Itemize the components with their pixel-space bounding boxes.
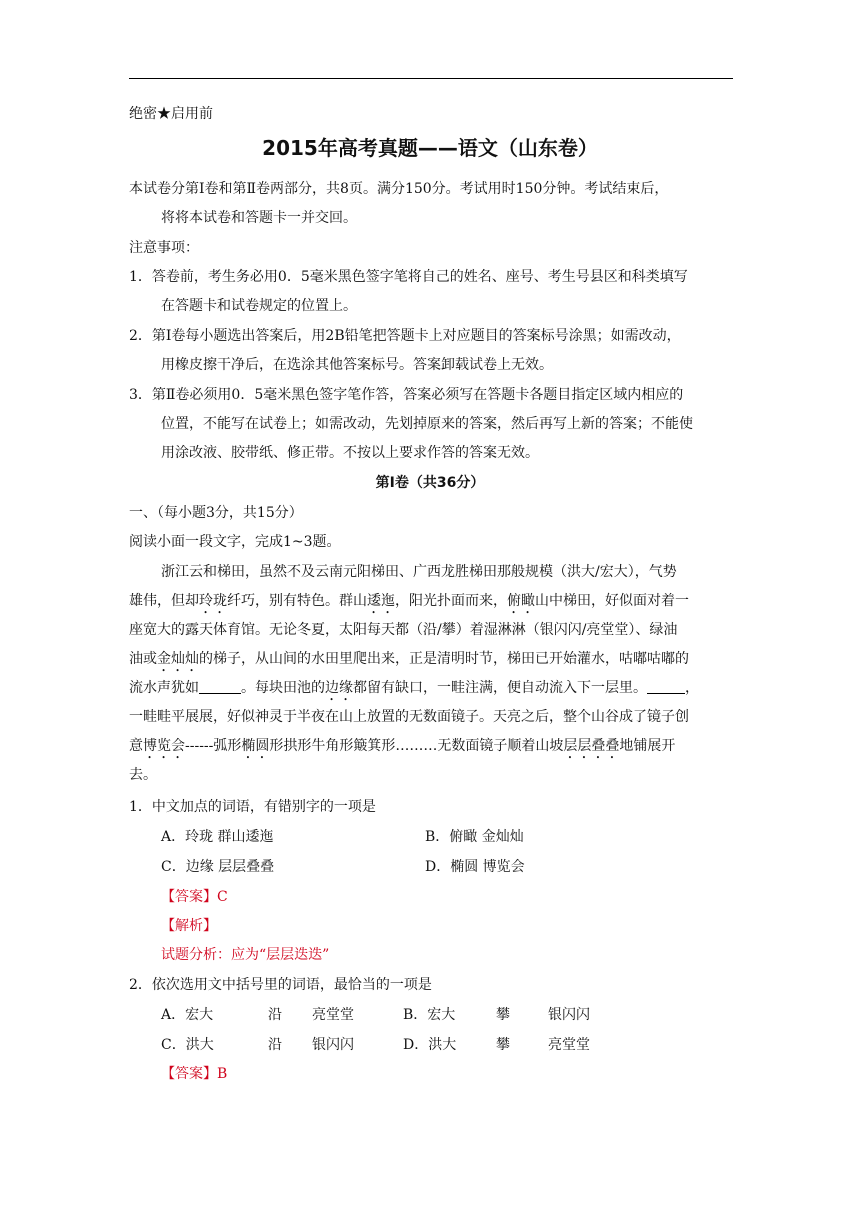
header-rule (129, 78, 733, 79)
q2-option-b-word-3: 银闪闪 (548, 1007, 590, 1023)
dotted-word: 金灿灿 (157, 651, 199, 667)
q2-option-c-word-2: 沿 (268, 1037, 282, 1053)
dotted-word: 玲珑 (199, 593, 227, 609)
q2-option-d-word-3: 亮堂堂 (548, 1037, 590, 1053)
dotted-word: 椭圆 (241, 738, 270, 754)
reading-instruction: 阅读小面一段文字，完成1~3题。 (129, 534, 341, 550)
dotted-word: 俯瞰 (507, 593, 535, 609)
q2-option-d-word-2: 攀 (496, 1037, 510, 1053)
dotted-word: 边缘 (325, 680, 353, 696)
q2-option-c-label: C．洪大 (161, 1037, 214, 1053)
fill-blank (647, 679, 685, 694)
note-3-line-2: 位置，不能写在试卷上；如需改动，先划掉原来的答案，然后再写上新的答案；不能使 (161, 416, 693, 432)
dotted-word: 博览会 (143, 738, 185, 754)
q2-option-a-label: A．宏大 (161, 1007, 214, 1023)
confidential-label: 绝密★启用前 (129, 106, 213, 122)
intro-line-2: 将将本试卷和答题卡一并交回。 (161, 210, 357, 226)
q2-option-a-word-2: 沿 (268, 1007, 282, 1023)
note-2-line-1: 2．第Ⅰ卷每小题选出答案后，用2B铅笔把答题卡上对应题目的答案标号涂黑；如需改动， (129, 328, 681, 344)
q2-answer: 【答案】B (161, 1066, 228, 1082)
fill-blank (199, 679, 241, 694)
q2-option-b-word-2: 攀 (496, 1007, 510, 1023)
section-heading: 第Ⅰ卷（共36分） (375, 475, 485, 491)
dotted-word: 层层叠叠 (563, 738, 620, 754)
note-3-line-3: 用涂改液、胶带纸、修正带。不按以上要求作答的答案无效。 (161, 445, 539, 461)
passage-line-4: 油或金灿灿的梯子，从山间的水田里爬出来，正是清明时节，梯田已开始灌水，咕嘟咕嘟的 (129, 651, 689, 667)
q1-analysis: 试题分析：应为“层层迭迭” (161, 947, 330, 963)
part-label: 一、（每小题3分，共15分） (129, 505, 303, 521)
passage-line-3: 座宽大的露天体育馆。无论冬夏，太阳每天都（沿/攀）着湿淋淋（银闪闪/亮堂堂）、绿油 (129, 622, 678, 638)
page-title: 2015年高考真题——语文（山东卷） (262, 136, 598, 160)
note-2-line-2: 用橡皮擦干净后，在选涂其他答案标号。答案卸载试卷上无效。 (161, 357, 553, 373)
dotted-word: 逶迤 (367, 593, 395, 609)
q1-analysis-label: 【解析】 (161, 918, 217, 934)
q2-option-a-word-3: 亮堂堂 (312, 1007, 354, 1023)
q2-option-c-word-3: 银闪闪 (312, 1037, 354, 1053)
passage-line-7: 意博览会------弧形椭圆形拱形牛角形簸箕形………无数面镜子顺着山坡层层叠叠地铺展开 (129, 738, 676, 754)
q1-option-a: A．玲珑 群山逶迤 (161, 829, 274, 845)
note-1-line-1: 1．答卷前，考生务必用0．5毫米黑色签字笔将自己的姓名、座号、考生号县区和科类填写 (129, 269, 688, 285)
q2-option-d-label: D．洪大 (403, 1037, 457, 1053)
passage-line-1: 浙江云和梯田，虽然不及云南元阳梯田、广西龙胜梯田那般规模（洪大/宏大），气势 (161, 564, 677, 580)
question-2-stem: 2．依次选用文中括号里的词语，最恰当的一项是 (129, 977, 432, 993)
note-3-line-1: 3．第Ⅱ卷必须用0．5毫米黑色签字笔作答，答案必须写在答题卡各题目指定区域内相应的 (129, 387, 684, 403)
q1-option-d: D．椭圆 博览会 (425, 859, 525, 875)
notes-heading: 注意事项： (129, 240, 199, 256)
question-1-stem: 1．中文加点的词语，有错别字的一项是 (129, 799, 376, 815)
passage-line-6: 一畦畦平展展，好似神灵于半夜在山上放置的无数面镜子。天亮之后，整个山谷成了镜子创 (129, 709, 689, 725)
passage-line-8: 去。 (129, 767, 157, 783)
q1-option-c: C．边缘 层层叠叠 (161, 859, 275, 875)
passage-line-5: 流水声犹如 。每块田池的边缘都留有缺口，一畦注满，便自动流入下一层里。 ， (129, 680, 699, 696)
note-1-line-2: 在答题卡和试卷规定的位置上。 (161, 298, 357, 314)
q2-option-b-label: B．宏大 (403, 1007, 456, 1023)
q1-option-b: B．俯瞰 金灿灿 (425, 829, 524, 845)
intro-line-1: 本试卷分第Ⅰ卷和第Ⅱ卷两部分，共8页。满分150分。考试用时150分钟。考试结束后， (129, 181, 669, 197)
passage-line-2: 雄伟，但却玲珑纤巧，别有特色。群山逶迤，阳光扑面而来，俯瞰山中梯田，好似面对着一 (129, 593, 689, 609)
q1-answer: 【答案】C (161, 889, 228, 905)
